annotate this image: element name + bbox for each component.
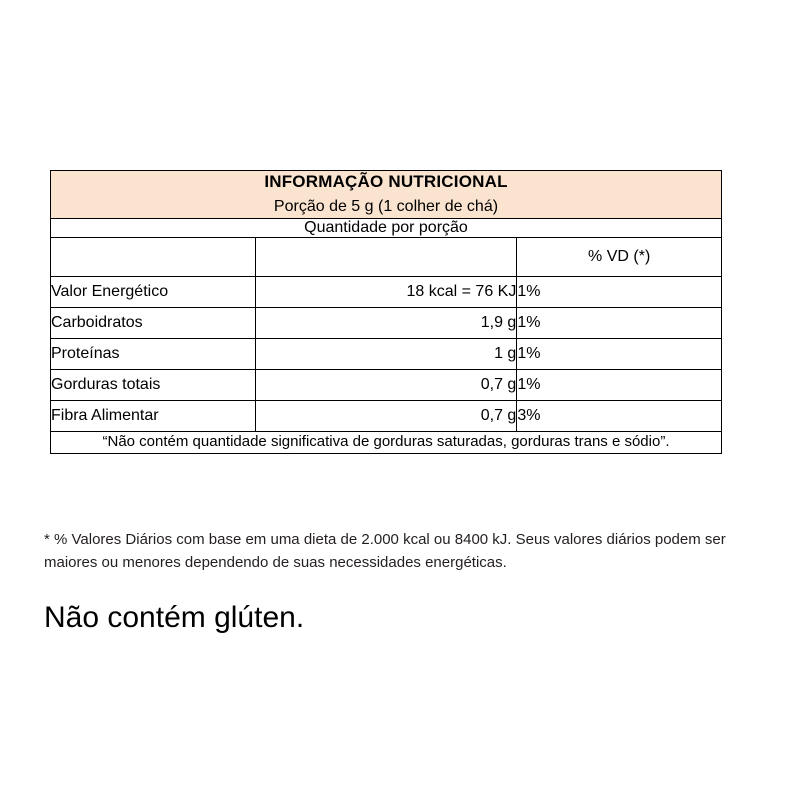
nutrient-daily-value: 1% <box>517 370 722 401</box>
nutrient-name: Carboidratos <box>51 308 256 339</box>
daily-value-header: % VD (*) <box>517 238 722 277</box>
serving-size: Porção de 5 g (1 colher de chá) <box>273 197 499 215</box>
header-empty-value-cell <box>255 238 517 277</box>
gluten-free-statement: Não contém glúten. <box>44 601 305 634</box>
nutrient-daily-value: 1% <box>517 339 722 370</box>
nutrition-note: “Não contém quantidade significativa de gorduras saturadas, gorduras trans e sódio”. <box>51 432 722 453</box>
table-header-row <box>51 171 722 219</box>
label-title: INFORMAÇÃO NUTRICIONAL <box>264 172 508 191</box>
nutrient-name: Proteínas <box>51 339 256 370</box>
quantity-per-serving-label: Quantidade por porção <box>51 219 722 238</box>
nutrient-name: Gorduras totais <box>51 370 256 401</box>
table-row <box>51 308 722 339</box>
nutrition-table-container <box>50 170 722 454</box>
table-row <box>51 401 722 432</box>
table-row <box>51 339 722 370</box>
header-cell <box>51 171 722 219</box>
nutrient-daily-value: 1% <box>517 308 722 339</box>
nutrient-daily-value: 1% <box>517 277 722 308</box>
nutrient-name: Valor Energético <box>51 277 256 308</box>
table-row <box>51 370 722 401</box>
nutrient-name: Fibra Alimentar <box>51 401 256 432</box>
quantity-per-serving-row <box>51 219 722 238</box>
header-empty-name-cell <box>51 238 256 277</box>
table-row <box>51 277 722 308</box>
nutrient-value: 0,7 g <box>255 370 517 401</box>
nutrient-value: 1,9 g <box>255 308 517 339</box>
nutrition-table <box>50 170 722 454</box>
nutrient-value: 0,7 g <box>255 401 517 432</box>
column-header-row <box>51 238 722 277</box>
nutrient-value: 1 g <box>255 339 517 370</box>
nutrient-value: 18 kcal = 76 KJ <box>255 277 517 308</box>
daily-value-footnote: * % Valores Diários com base em uma dieta de 2.000 kcal ou 8400 kJ. Seus valores diários podem ser maiores ou menores dependendo de suas necessidades energéticas. <box>44 531 726 572</box>
table-note-row <box>51 432 722 453</box>
nutrient-daily-value: 3% <box>517 401 722 432</box>
